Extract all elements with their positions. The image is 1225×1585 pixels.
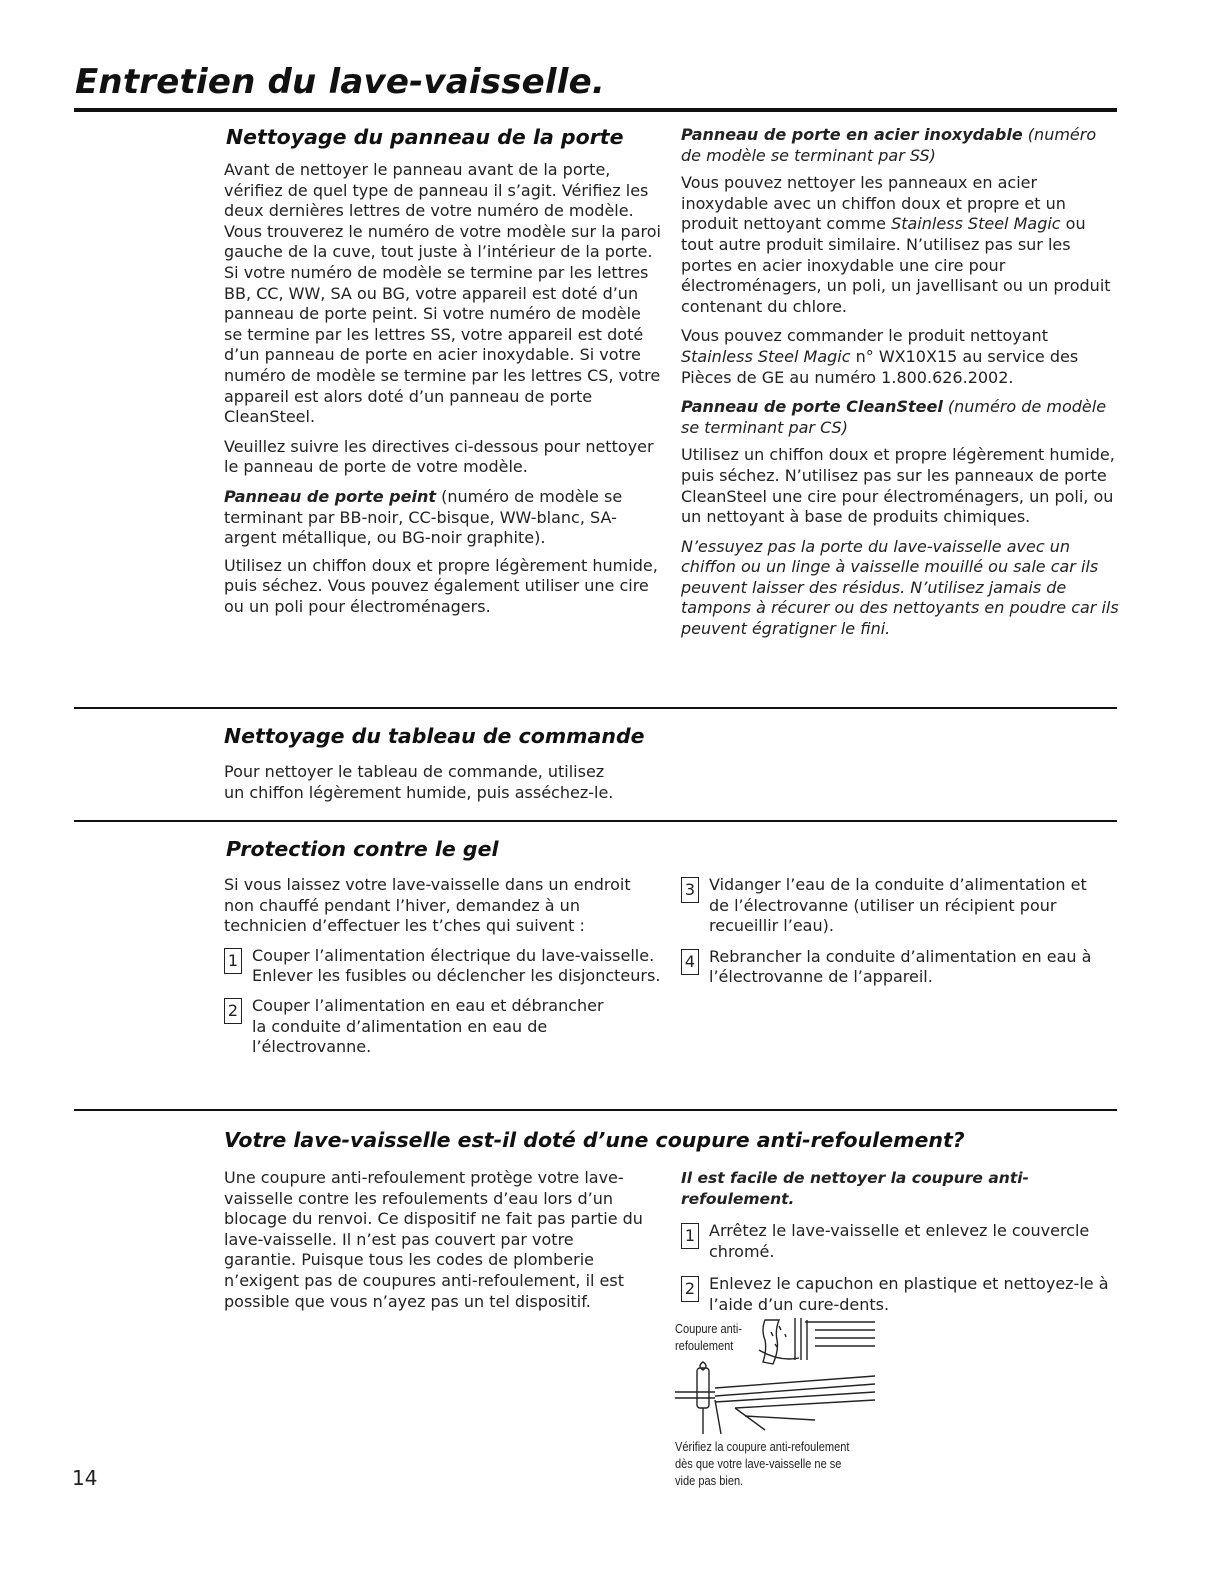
door-warning: N’essuyez pas la porte du lave-vaisselle avec un chiffon ou un linge à vaisselle mouillé ou sale car ils peuvent laisser des résidus. N’utilisez jamais de tampons à récurer ou des nettoyants en poudre car ils peuvent égratigner le fini. [681, 536, 1119, 639]
title-rule [74, 108, 1117, 112]
air-gap-right-column [681, 1168, 1111, 1316]
cleansteel-panel-note: (numéro de modèle se terminant par CS) [681, 397, 1107, 437]
freeze-step-text: Couper l’alimentation en eau et débrancher la conduite d’alimentation en eau de l’électrovanne. [252, 995, 604, 1057]
section-divider [74, 820, 1117, 822]
order-text-part-1: Vous pouvez commander le produit nettoyant [681, 326, 1048, 346]
figure-caption [675, 1438, 849, 1489]
air-gap-heading: Votre lave-vaisselle est-il doté d’une coupure anti-refoulement? [224, 1128, 965, 1152]
stainless-panel-note: (numéro de modèle se terminant par SS) [681, 125, 1097, 165]
air-gap-step-text: Arrêtez le lave-vaisselle et enlevez le couvercle chromé. [709, 1221, 1090, 1261]
step-number-box: 1 [681, 1223, 699, 1249]
step-number-box: 2 [224, 998, 242, 1024]
air-gap-step [681, 1221, 1111, 1262]
stainless-panel-text [681, 173, 1121, 317]
section-divider [74, 707, 1117, 709]
cleansteel-panel-title: Panneau de porte CleanSteel [681, 397, 943, 417]
section-divider [74, 1109, 1117, 1111]
freeze-heading: Protection contre le gel [226, 837, 499, 861]
figure-caption-line: Vérifiez la coupure anti-refoulement [675, 1439, 850, 1454]
door-panel-left-column [224, 160, 662, 617]
freeze-step [224, 996, 664, 1058]
painted-panel-text: Utilisez un chiffon doux et propre légèrement humide, puis séchez. Vous pouvez également utiliser une cire ou un poli pour électroménagers. [224, 555, 658, 616]
order-product-name: Stainless Steel Magic [681, 346, 851, 366]
step-number-box: 4 [681, 949, 699, 975]
freeze-step [681, 947, 1111, 988]
stainless-product-name: Stainless Steel Magic [891, 214, 1061, 234]
freeze-right-column [681, 875, 1111, 988]
cleansteel-panel-paragraph [681, 397, 1121, 438]
control-panel-text: Pour nettoyer le tableau de commande, utilisez un chiffon légèrement humide, puis asséchez-le. [224, 762, 614, 802]
air-gap-easy-title: Il est facile de nettoyer la coupure anti-refoulement. [681, 1169, 1029, 1208]
stainless-text-part-2: ou tout autre produit similaire. N’utilisez pas sur les portes en acier inoxydable une cire pour électroménagers, un poli, un javellisant ou un produit contenant du chlore. [681, 214, 1111, 316]
freeze-step-text: Vidanger l’eau de la conduite d’alimentation et de l’électrovanne (utiliser un récipient pour recueillir l’eau). [709, 875, 1087, 936]
painted-panel-title: Panneau de porte peint [224, 486, 436, 506]
painted-panel-paragraph [224, 487, 662, 549]
page-title: Entretien du lave-vaisselle. [75, 62, 606, 102]
stainless-panel-title: Panneau de porte en acier inoxydable [681, 125, 1023, 144]
cleansteel-panel-text: Utilisez un chiffon doux et propre légèrement humide, puis séchez. N’utilisez pas sur les panneaux de porte CleanSteel une cire pour électroménagers, un poli, ou un nettoyant à base de produits chimiques. [681, 445, 1115, 527]
freeze-intro: Si vous laissez votre lave-vaisselle dans un endroit non chauffé pendant l’hiver, demandez à un technicien d’effectuer les t’ches qui suivent : [224, 875, 631, 936]
step-number-box: 3 [681, 877, 699, 903]
door-panel-heading: Nettoyage du panneau de la porte [226, 125, 624, 149]
stainless-text-part-1: Vous pouvez nettoyer les panneaux en acier inoxydable avec un chiffon doux et propre et un produit nettoyant comme [681, 173, 1066, 234]
freeze-step [681, 875, 1111, 937]
door-panel-follow: Veuillez suivre les directives ci-dessous pour nettoyer le panneau de porte de votre modèle. [224, 436, 654, 477]
air-gap-step-text: Enlevez le capuchon en plastique et nettoyez-le à l’aide d’un cure-dents. [709, 1274, 1109, 1314]
door-panel-intro: Avant de nettoyer le panneau avant de la porte, vérifiez de quel type de panneau il s’agit. Vérifiez les deux dernières lettres de votre numéro de modèle. Vous trouverez le numéro de votre modèle sur la paroi gauche de la cuve, tout juste à l’intérieur de la porte. Si votre numéro de modèle se termine par les lettres BB, CC, WW, SA ou BG, votre appareil est doté d’un panneau de porte peint. Si votre numéro de modèle se termine par les lettres SS, votre appareil est doté d’un panneau de porte en acier inoxydable. Si votre numéro de modèle se termine par les lettres CS, votre appareil est alors doté d’un panneau de porte CleanSteel. [224, 160, 661, 427]
door-panel-right-column [681, 125, 1121, 640]
air-gap-illustration [675, 1312, 895, 1437]
step-number-box: 1 [224, 948, 242, 974]
figure-label-line: Coupure anti- [675, 1321, 742, 1336]
freeze-left-column [224, 875, 664, 1058]
freeze-step-text: Couper l’alimentation électrique du lave-vaisselle. Enlever les fusibles ou déclencher les disjoncteurs. [252, 945, 661, 986]
order-text [681, 326, 1121, 388]
step-number-box: 2 [681, 1276, 699, 1302]
control-panel-heading: Nettoyage du tableau de commande [224, 724, 645, 748]
page-number: 14 [72, 1466, 98, 1490]
air-gap-step [681, 1274, 1111, 1315]
air-gap-text: Une coupure anti-refoulement protège votre lave-vaisselle contre les refoulements d’eau lors d’un blocage du renvoi. Ce dispositif ne fait pas partie du lave-vaisselle. Il n’est pas couvert par votre garantie. Puisque tous les codes de plomberie n’exigent pas de coupures anti-refoulement, il est possible que vous n’ayez pas un tel dispositif. [224, 1168, 643, 1311]
order-text-part-2: n° WX10X15 au service des Pièces de GE au numéro 1.800.626.2002. [681, 346, 1079, 387]
painted-panel-note: (numéro de modèle se terminant par BB-noir, CC-bisque, WW-blanc, SA-argent métallique, ou BG-noir graphite). [224, 486, 623, 548]
figure-caption-line: dès que votre lave-vaisselle ne se [675, 1456, 842, 1471]
figure-caption-line: vide pas bien. [675, 1473, 744, 1488]
stainless-panel-paragraph [681, 125, 1121, 166]
freeze-step [224, 946, 664, 987]
freeze-step-text: Rebrancher la conduite d’alimentation en eau à l’électrovanne de l’appareil. [709, 946, 1092, 987]
figure-label-line: refoulement [675, 1338, 734, 1353]
